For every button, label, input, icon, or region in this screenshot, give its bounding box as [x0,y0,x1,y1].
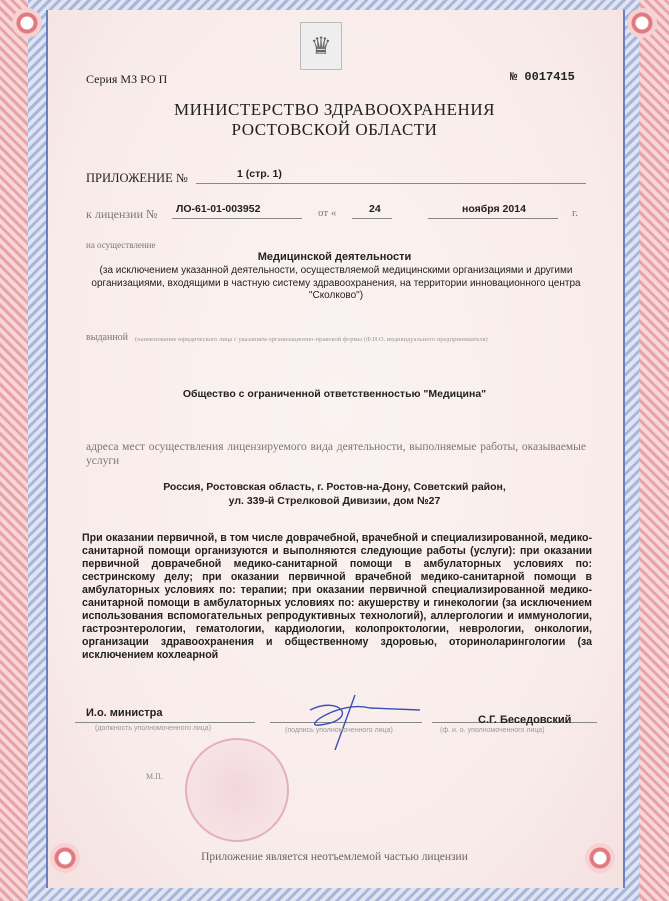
corner-rosette [627,8,657,38]
appendix-label: ПРИЛОЖЕНИЕ № [86,171,188,185]
signer-position: И.о. министра [86,707,163,719]
ministry-title-1: МИНИСТЕРСТВО ЗДРАВООХРАНЕНИЯ [174,100,495,119]
series: Серия МЗ РО П [86,72,168,86]
activity-title: Медицинской деятельности [257,251,412,263]
corner-rosette [12,8,42,38]
footer-note: Приложение является неотъемлемой частью лицензии [201,851,468,863]
issued-label: выданной [86,332,129,343]
seal-place-mark: М.П. [146,772,163,781]
date-from-label: от « [318,207,337,219]
appendix-number: 1 (стр. 1) [237,168,282,180]
license-label: к лицензии № [86,207,158,221]
license-month-year: ноября 2014 [462,203,526,215]
license-day: 24 [369,203,381,215]
caption-name: (ф. и. о. уполномоченного лица) [440,727,545,734]
document-number: № 0017415 [510,70,575,84]
address-line-1: Россия, Ростовская область, г. Ростов-на-Дону, Советский район, [163,481,506,493]
caption-signature: (подпись уполномоченного лица) [285,727,393,734]
caption-position: (должность уполномоченного лица) [95,725,212,732]
official-seal [185,738,289,842]
coat-of-arms-emblem: ♛ [300,22,342,70]
organization-name: Общество с ограниченной ответственностью "Медицина" [182,388,487,400]
license-number: ЛО-61-01-003952 [176,203,261,215]
activity-note: (за исключением указанной деятельности, осуществляемой медицинскими организациями и другими организациями, входящими в частную систему здравоохранения, на территории инновационного центра "Сколково") [91,265,581,301]
issued-hint: (наименование юридического лица с указанием организационно-правовой формы (Ф.И.О. индивидуального предпринимателя) [135,336,488,343]
year-suffix: г. [572,207,579,219]
signer-name: С.Г. Беседовский [478,714,572,726]
address-line-2: ул. 339-й Стрелковой Дивизии, дом №27 [228,495,441,507]
activity-label: на осуществление [86,240,156,250]
works-list: При оказании первичной, в том числе доврачебной, врачебной и специализированной, медико-санитарной помощи организуются и выполняются следующие работы (услуги): при оказании первичной доврачебной медико-санитарной помощи в амбулаторных условиях по: сестринскому делу; при оказании первичной врачебной медико-санитарной помощи в амбулаторных условиях по: терапии; при оказании первичной специализированной медико-санитарной помощи в амбулаторных условиях по: акушерству и гинекологии (за исключением использования вспомогательных репродуктивных технологий), аллергологии и иммунологии, гастроэнтерологии, гематологии, кардиологии, колопроктологии, неврологии, онкологии, организации здравоохранения и общественному здоровью, оториноларингологии (за исключением кохлеарной [82,532,592,661]
address-label: адреса мест осуществления лицензируемого вида деятельности, выполняемые работы, оказываемые услуги [86,441,586,467]
signature-scribble [280,690,430,760]
ministry-title-2: РОСТОВСКОЙ ОБЛАСТИ [231,120,438,139]
